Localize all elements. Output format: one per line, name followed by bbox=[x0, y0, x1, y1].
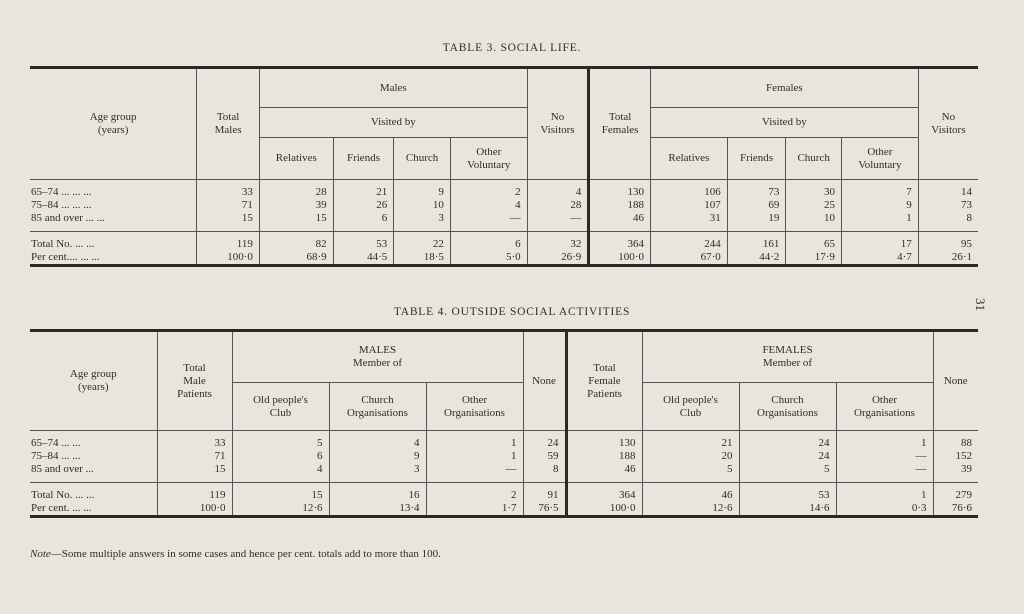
age-group-header: Age group (years) bbox=[69, 368, 117, 393]
female-cell: 17 bbox=[841, 232, 918, 252]
male-cell: 2 bbox=[450, 180, 527, 200]
female-cell: 279 bbox=[933, 483, 978, 503]
row-label: Total No. ... ... bbox=[30, 483, 157, 503]
female-cell: 161 bbox=[727, 232, 786, 252]
male-cell: 3 bbox=[329, 463, 426, 483]
col-relatives: Relatives bbox=[259, 138, 333, 180]
male-cell: 26 bbox=[333, 199, 394, 212]
male-cell: 26·9 bbox=[527, 251, 589, 266]
female-cell: 106 bbox=[650, 180, 727, 200]
female-cell: 73 bbox=[918, 199, 978, 212]
male-cell: 24 bbox=[523, 431, 566, 451]
females-visited-by-header: Visited by bbox=[650, 108, 918, 138]
male-cell: 119 bbox=[197, 232, 260, 252]
female-cell: 7 bbox=[841, 180, 918, 200]
female-cell: 364 bbox=[566, 483, 642, 503]
female-cell: 76·6 bbox=[933, 502, 978, 517]
row-label: 75–84 ... ... ... bbox=[31, 199, 92, 211]
female-cell: 107 bbox=[650, 199, 727, 212]
female-cell: 65 bbox=[786, 232, 842, 252]
col-church-organisations: Church Organisations bbox=[739, 383, 836, 431]
female-cell: 188 bbox=[589, 199, 651, 212]
outside-activities-table bbox=[30, 329, 978, 518]
social-life-table bbox=[30, 66, 978, 267]
male-cell: 5 bbox=[232, 431, 329, 451]
female-cell: 10 bbox=[786, 212, 842, 232]
female-cell: 44·2 bbox=[727, 251, 786, 266]
male-cell: — bbox=[527, 212, 589, 232]
males-header: Males bbox=[259, 68, 527, 108]
footnote bbox=[30, 548, 441, 560]
female-cell: 30 bbox=[786, 180, 842, 200]
table-row bbox=[30, 483, 978, 503]
female-cell: 46 bbox=[589, 212, 651, 232]
female-cell: 364 bbox=[589, 232, 651, 252]
male-cell: 33 bbox=[197, 180, 260, 200]
female-cell: 19 bbox=[727, 212, 786, 232]
male-cell: 9 bbox=[394, 180, 451, 200]
col-other-organisations: Other Organisations bbox=[836, 383, 933, 431]
male-cell: 4 bbox=[329, 431, 426, 451]
males-no-visitors-header: No Visitors bbox=[527, 68, 589, 180]
female-cell: 21 bbox=[642, 431, 739, 451]
male-cell: 91 bbox=[523, 483, 566, 503]
males-member-of-header: MALES Member of bbox=[232, 331, 523, 383]
table-row bbox=[30, 212, 978, 232]
table-row bbox=[30, 463, 978, 483]
female-cell: 26·1 bbox=[918, 251, 978, 266]
female-cell: 20 bbox=[642, 450, 739, 463]
col-other-organisations: Other Organisations bbox=[426, 383, 523, 431]
female-cell: — bbox=[836, 450, 933, 463]
female-cell: 8 bbox=[918, 212, 978, 232]
male-cell: 6 bbox=[450, 232, 527, 252]
female-cell: 24 bbox=[739, 431, 836, 451]
female-cell: 1 bbox=[836, 483, 933, 503]
males-none-header: None bbox=[523, 331, 566, 431]
col-friends: Friends bbox=[727, 138, 786, 180]
female-cell: 88 bbox=[933, 431, 978, 451]
female-cell: 39 bbox=[933, 463, 978, 483]
male-cell: 2 bbox=[426, 483, 523, 503]
male-cell: 28 bbox=[527, 199, 589, 212]
col-other-voluntary: Other Voluntary bbox=[841, 138, 918, 180]
male-cell: 100·0 bbox=[157, 502, 232, 517]
col-friends: Friends bbox=[333, 138, 394, 180]
male-cell: 100·0 bbox=[197, 251, 260, 266]
male-cell: 1 bbox=[426, 431, 523, 451]
male-cell: 18·5 bbox=[394, 251, 451, 266]
female-cell: 69 bbox=[727, 199, 786, 212]
female-cell: 1 bbox=[836, 431, 933, 451]
female-cell: 67·0 bbox=[650, 251, 727, 266]
total-male-patients-header: Total Male Patients bbox=[157, 331, 232, 431]
female-cell: 152 bbox=[933, 450, 978, 463]
total-female-patients-header: Total Female Patients bbox=[566, 331, 642, 431]
female-cell: 14 bbox=[918, 180, 978, 200]
col-old-peoples-club: Old people's Club bbox=[642, 383, 739, 431]
male-cell: 22 bbox=[394, 232, 451, 252]
male-cell: — bbox=[450, 212, 527, 232]
male-cell: 21 bbox=[333, 180, 394, 200]
male-cell: 82 bbox=[259, 232, 333, 252]
male-cell: 1 bbox=[426, 450, 523, 463]
female-cell: 188 bbox=[566, 450, 642, 463]
female-cell: 244 bbox=[650, 232, 727, 252]
row-label: Per cent.... ... ... bbox=[31, 251, 100, 263]
male-cell: 1·7 bbox=[426, 502, 523, 517]
female-cell: 100·0 bbox=[566, 502, 642, 517]
female-cell: 100·0 bbox=[589, 251, 651, 266]
male-cell: 5·0 bbox=[450, 251, 527, 266]
male-cell: 15 bbox=[232, 483, 329, 503]
male-cell: 3 bbox=[394, 212, 451, 232]
col-relatives: Relatives bbox=[650, 138, 727, 180]
male-cell: 4 bbox=[450, 199, 527, 212]
female-cell: 9 bbox=[841, 199, 918, 212]
females-header: Females bbox=[650, 68, 918, 108]
male-cell: 53 bbox=[333, 232, 394, 252]
female-cell: 14·6 bbox=[739, 502, 836, 517]
table-row bbox=[30, 502, 978, 517]
male-cell: 4 bbox=[232, 463, 329, 483]
page-number: 31 bbox=[973, 298, 988, 311]
female-cell: 130 bbox=[566, 431, 642, 451]
female-cell: 130 bbox=[589, 180, 651, 200]
male-cell: 8 bbox=[523, 463, 566, 483]
male-cell: 28 bbox=[259, 180, 333, 200]
row-label: 85 and over ... ... bbox=[31, 212, 105, 224]
table-row bbox=[30, 450, 978, 463]
male-cell: 44·5 bbox=[333, 251, 394, 266]
male-cell: 15 bbox=[197, 212, 260, 232]
male-cell: 59 bbox=[523, 450, 566, 463]
male-cell: 119 bbox=[157, 483, 232, 503]
col-old-peoples-club: Old people's Club bbox=[232, 383, 329, 431]
male-cell: 6 bbox=[232, 450, 329, 463]
row-label: 75–84 ... ... bbox=[31, 450, 81, 462]
male-cell: 15 bbox=[259, 212, 333, 232]
male-cell: 68·9 bbox=[259, 251, 333, 266]
note-text: —Some multiple answers in some cases and hence per cent. totals add to more than 100. bbox=[50, 548, 441, 560]
female-cell: 46 bbox=[642, 483, 739, 503]
females-none-header: None bbox=[933, 331, 978, 431]
females-no-visitors-header: No Visitors bbox=[918, 68, 978, 180]
total-females-header: Total Females bbox=[589, 68, 651, 180]
female-cell: 46 bbox=[566, 463, 642, 483]
table3-title: TABLE 3. SOCIAL LIFE. bbox=[442, 42, 582, 54]
male-cell: — bbox=[426, 463, 523, 483]
male-cell: 9 bbox=[329, 450, 426, 463]
male-cell: 76·5 bbox=[523, 502, 566, 517]
female-cell: 31 bbox=[650, 212, 727, 232]
female-cell: — bbox=[836, 463, 933, 483]
females-member-of-header: FEMALES Member of bbox=[642, 331, 933, 383]
female-cell: 12·6 bbox=[642, 502, 739, 517]
male-cell: 71 bbox=[197, 199, 260, 212]
female-cell: 73 bbox=[727, 180, 786, 200]
male-cell: 12·6 bbox=[232, 502, 329, 517]
row-label: 85 and over ... bbox=[31, 463, 94, 475]
female-cell: 24 bbox=[739, 450, 836, 463]
female-cell: 4·7 bbox=[841, 251, 918, 266]
col-church: Church bbox=[394, 138, 451, 180]
female-cell: 25 bbox=[786, 199, 842, 212]
male-cell: 39 bbox=[259, 199, 333, 212]
row-label: 65–74 ... ... ... bbox=[31, 186, 92, 198]
female-cell: 53 bbox=[739, 483, 836, 503]
col-church: Church bbox=[786, 138, 842, 180]
table-row bbox=[30, 180, 978, 200]
male-cell: 4 bbox=[527, 180, 589, 200]
col-other-voluntary: Other Voluntary bbox=[450, 138, 527, 180]
male-cell: 15 bbox=[157, 463, 232, 483]
male-cell: 16 bbox=[329, 483, 426, 503]
table-row bbox=[30, 199, 978, 212]
female-cell: 95 bbox=[918, 232, 978, 252]
male-cell: 13·4 bbox=[329, 502, 426, 517]
col-church-organisations: Church Organisations bbox=[329, 383, 426, 431]
table-row bbox=[30, 232, 978, 252]
total-males-header: Total Males bbox=[197, 68, 260, 180]
male-cell: 33 bbox=[157, 431, 232, 451]
note-lead: Note bbox=[30, 548, 51, 560]
table-row bbox=[30, 431, 978, 451]
age-group-header: Age group (years) bbox=[89, 111, 137, 136]
male-cell: 10 bbox=[394, 199, 451, 212]
female-cell: 5 bbox=[642, 463, 739, 483]
female-cell: 17·9 bbox=[786, 251, 842, 266]
female-cell: 1 bbox=[841, 212, 918, 232]
row-label: Per cent. ... ... bbox=[31, 502, 92, 514]
male-cell: 71 bbox=[157, 450, 232, 463]
table4-title: TABLE 4. OUTSIDE SOCIAL ACTIVITIES bbox=[393, 306, 631, 318]
female-cell: 0·3 bbox=[836, 502, 933, 517]
male-cell: 6 bbox=[333, 212, 394, 232]
male-cell: 32 bbox=[527, 232, 589, 252]
row-label: 65–74 ... ... bbox=[31, 437, 81, 449]
female-cell: 5 bbox=[739, 463, 836, 483]
table-row bbox=[30, 251, 978, 266]
males-visited-by-header: Visited by bbox=[259, 108, 527, 138]
row-label: Total No. ... ... bbox=[30, 232, 197, 252]
